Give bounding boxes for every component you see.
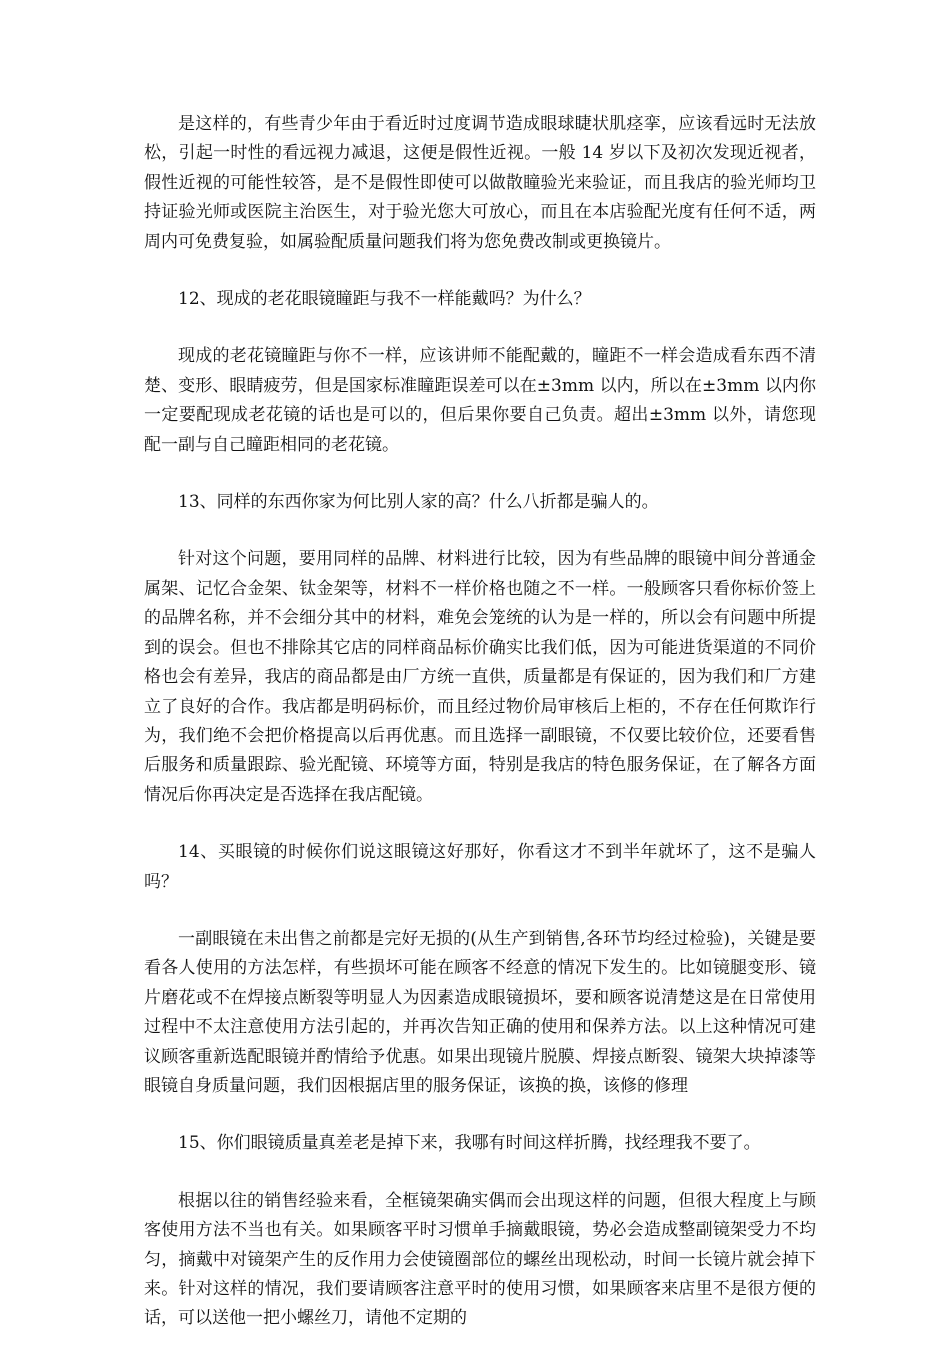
question-13: 13、同样的东西你家为何比别人家的高？什么八折都是骗人的。 [178,492,659,513]
paragraph-false-myopia-answer: 是这样的，有些青少年由于看近时过度调节造成眼球睫状肌痉挛，应该看远时无法放松，引起一时性的看远视力减退，这便是假性近视。一般 14 岁以下及初次发现近视者，假性近视的可能性较答，是不是假性即使可以做散瞳验光来验证，而且我店的验光师均卫持证验光师或医院主治医生，对于验光您大可放心，而且在本店验配光度有任何不适，两周内可免费复验，如属验配质量问题我们将为您免费改制或更换镜片。 [144,114,816,252]
question-14: 14、买眼镜的时候你们说这眼镜这好那好，你看这才不到半年就坏了，这不是骗人吗？ [144,842,816,892]
answer-14: 一副眼镜在未出售之前都是完好无损的(从生产到销售,各环节均经过检验)，关键是要看各人使用的方法怎样，有些损坏可能在顾客不经意的情况下发生的。比如镜腿变形、镜片磨花或不在焊接点断裂等明显人为因素造成眼镜损坏，要和顾客说清楚这是在日常使用过程中不太注意使用方法引起的，并再次告知正确的使用和保养方法。以上这种情况可建议顾客重新选配眼镜并酌情给予优惠。如果出现镜片脱膜、焊接点断裂、镜架大块掉漆等眼镜自身质量问题，我们因根据店里的服务保证，该换的换，该修的修理 [144,928,816,1096]
document-body [144,110,816,1362]
answer-15: 根据以往的销售经验来看，全框镜架确实偶而会出现这样的问题，但很大程度上与顾客使用方法不当也有关。如果顾客平时习惯单手摘戴眼镜，势必会造成整副镜架受力不均匀，摘戴中对镜架产生的反作用力会使镜圈部位的螺丝出现松动，时间一长镜片就会掉下来。针对这样的情况，我们要请顾客注意平时的使用习惯，如果顾客来店里不是很方便的话，可以送他一把小螺丝刀，请他不定期的 [144,1190,816,1329]
answer-13: 针对这个问题，要用同样的品牌、材料进行比较，因为有些品牌的眼镜中间分普通金属架、记忆合金架、钛金架等，材料不一样价格也随之不一样。一般顾客只看你标价签上的品牌名称，并不会细分其中的材料，难免会笼统的认为是一样的，所以会有问题中所提到的误会。但也不排除其它店的同样商品标价确实比我们低，因为可能进货渠道的不同价格也会有差异，我店的商品都是由厂方统一直供，质量都是有保证的，因为我们和厂方建立了良好的合作。我店都是明码标价，而且经过物价局审核后上柜的，不存在任何欺诈行为，我们绝不会把价格提高以后再优惠。而且选择一副眼镜，不仅要比较价位，还要看售后服务和质量跟踪、验光配镜、环境等方面，特别是我店的特色服务保证，在了解各方面情况后你再决定是否选择在我店配镜。 [144,549,816,805]
question-15: 15、你们眼镜质量真差老是掉下来，我哪有时间这样折腾，找经理我不要了。 [178,1133,761,1154]
answer-12: 现成的老花镜瞳距与你不一样，应该讲师不能配戴的，瞳距不一样会造成看东西不清楚、变形、眼睛疲劳，但是国家标准瞳距误差可以在±3mm 以内，所以在±3mm 以内你一定要配现成老花镜的话也是可以的，但后果你要自己负责。超出±3mm 以外，请您现配一副与自己瞳距相同的老花镜。 [144,346,816,455]
question-12: 12、现成的老花眼镜瞳距与我不一样能戴吗？为什么？ [178,289,591,310]
